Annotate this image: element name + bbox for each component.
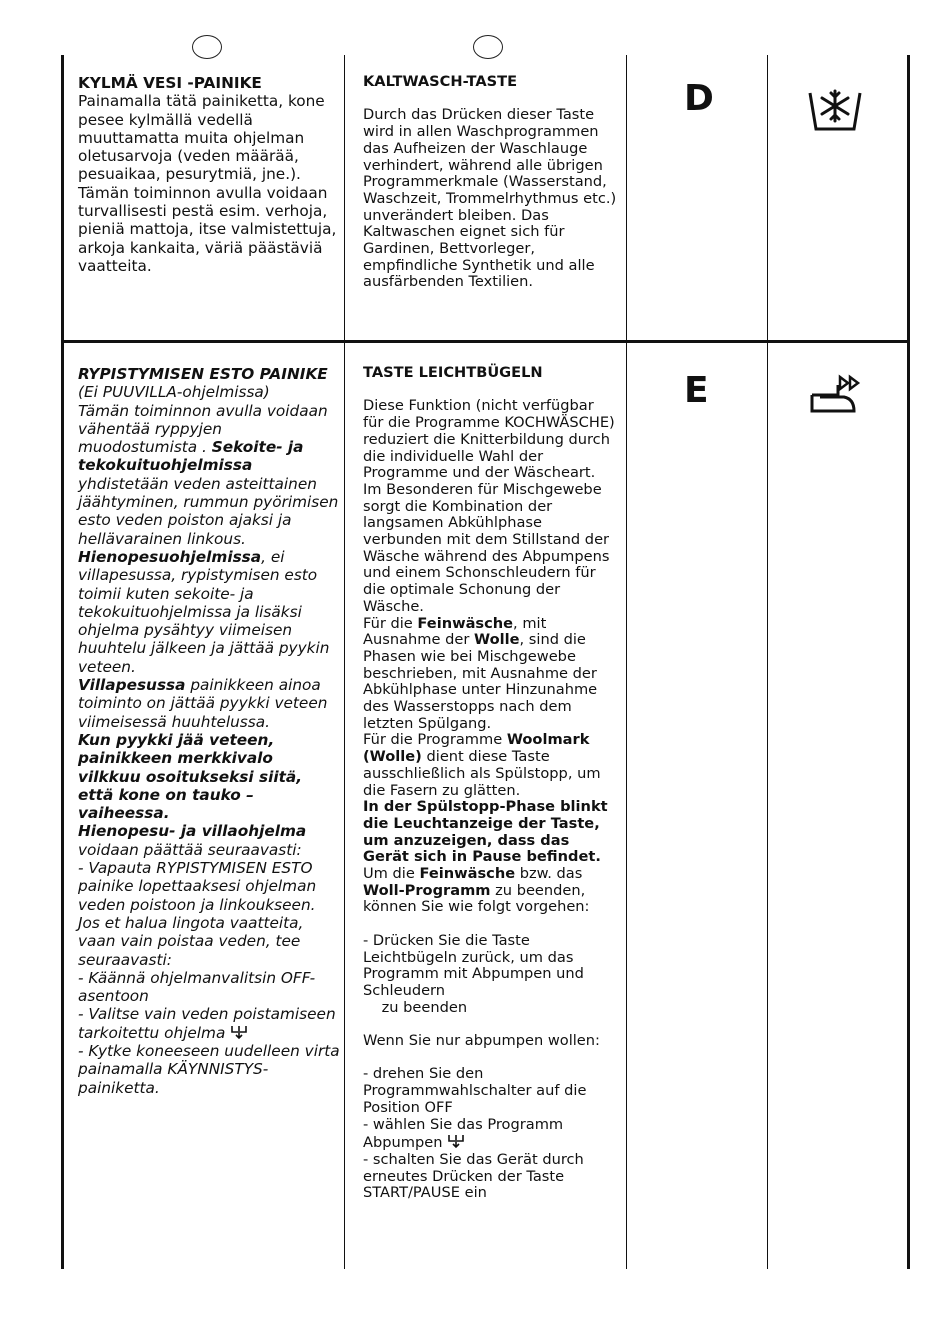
fi-s1: (Ei PUUVILLA-ohjelmissa) (78, 383, 270, 402)
fi-s7: Villapesussa (78, 676, 186, 695)
de-p6c: bzw. das (515, 865, 583, 883)
de-p11: - schalten Sie das Gerät durch erneutes Drücken der Taste START/PAUSE ein (363, 1150, 584, 1202)
fi-s15: - Valitse vain veden poistamiseen tarkoitettu ohjelma (78, 1005, 336, 1042)
de-p4a: Für die Programme (363, 731, 507, 749)
de-cold-water-title: KALTWASCH-TASTE (363, 73, 518, 90)
de-p8: Wenn Sie nur abpumpen wollen: (363, 1032, 600, 1050)
de-cold-water-body: Durch das Drücken dieser Taste wird in allen Waschprogrammen das Aufheizen der Waschlauge verhindert, während alle übrigen Programmerkmale (Wasserstand, Waschzeit, Trommelrhythmus etc.) unverändert bleiben. Das Kaltwaschen eignet sich für Gardinen, Bettvorleger, empfindliche Synthetik und alle ausfärbenden Textilien. (363, 106, 617, 291)
fi-cold-water-body: Painamalla tätä painiketta, kone pesee kylmällä vedellä muuttamatta muita ohjelman oletusarvoja (veden määrää, pesuaikaa, pesurytmiä, jne.). Tämän toiminnon avulla voidaan turvallisesti pestä esim. verhoja, pieniä mattoja, itse valmistettuja, arkoja kankaita, väriä päästäviä vaatteita. (78, 92, 337, 275)
fi-anti-crease-text (78, 365, 340, 1097)
column-divider-1 (344, 55, 345, 1269)
button-letter-d: D (684, 78, 714, 119)
de-easy-iron-title: TASTE LEICHTBÜGELN (363, 364, 543, 381)
de-p2: Im Besonderen für Mischgewebe sorgt die Kombination der langsamen Abkühlphase verbunden mit dem Stillstand der Wäsche während des Abpumpens und einem Schonschleudern für die optimale Schonung der Wäsche. (363, 480, 610, 615)
de-p6b: Feinwäsche (419, 865, 516, 883)
country-circle-fi (192, 35, 222, 59)
de-p10: - wählen Sie das Programm Abpumpen (363, 1115, 564, 1152)
fi-cold-water-title: KYLMÄ VESI -PAINIKE (78, 74, 262, 92)
drain-icon (230, 1024, 248, 1040)
fi-s2: Tämän toiminnon avulla voidaan vähentää ryppyjen muodostumista . (78, 401, 328, 457)
column-divider-left (61, 55, 64, 1269)
de-p3c: , mit Ausnahme der (363, 614, 547, 649)
fi-s10: Hienopesu- ja villaohjelma (78, 822, 307, 841)
button-letter-e: E (684, 370, 709, 411)
fi-anti-crease-title: RYPISTYMISEN ESTO PAINIKE (78, 365, 328, 383)
country-circle-de (473, 35, 503, 59)
row-divider (62, 340, 909, 343)
fi-s9: Kun pyykki jää veteen, painikkeen merkkivalo vilkkuu osoitukseksi siitä, että kone on tauko –vaiheessa. (78, 730, 303, 823)
de-p3e: , sind die Phasen wie bei Mischgewebe beschrieben, mit Ausnahme der Abkühlphase unter Hinzunahme des Wasserstopps nach dem letzten Spülgang. (363, 631, 598, 732)
fi-s6: , ei villapesussa, rypistymisen esto toimii kuten sekoite- ja tekokuituohjelmissa ja lisäksi ohjelma pysähtyy viimeisen huuhtelu jälkeen ja jättää pyykin veteen. (78, 547, 330, 676)
fi-s11: voidaan päättää seuraavasti: (78, 840, 302, 859)
fi-s5: Hienopesuohjelmissa (78, 547, 262, 566)
fi-s13: Jos et halua lingota vaatteita, vaan vain poistaa veden, tee seuraavasti: (78, 913, 304, 969)
fi-s16: - Kytke koneeseen uudelleen virta painamalla KÄYNNISTYS-painiketta. (78, 1041, 340, 1097)
fi-s4: yhdistetään veden asteittainen jäähtyminen, rummun pyörimisen esto veden poiston ajaksi ja hellävarainen linkous. (78, 474, 339, 548)
de-p3b: Feinwäsche (417, 614, 514, 632)
snowflake-in-tub-icon (806, 85, 864, 135)
de-p3a: Für die (363, 614, 418, 632)
de-p7: - Drücken Sie die Taste Leichtbügeln zurück, um das Programm mit Abpumpen und Schleudern (363, 931, 584, 999)
column-divider-right (907, 55, 910, 1269)
fi-s14: - Käännä ohjelmanvalitsin OFF-asentoon (78, 968, 316, 1006)
drain-icon (447, 1133, 465, 1149)
fi-s8: painikkeen ainoa toiminto on jättää pyykki veteen viimeisessä huuhtelussa. (78, 676, 328, 731)
de-p4c: dient diese Taste ausschließlich als Spülstopp, um die Fasern zu glätten. (363, 748, 601, 799)
easy-iron-icon (808, 373, 864, 417)
fi-s3: Sekoite- ja tekokuituohjelmissa (78, 438, 304, 475)
de-p6a: Um die (363, 865, 420, 883)
de-p3d: Wolle (474, 631, 520, 649)
de-p5: In der Spülstopp-Phase blinkt die Leuchtanzeige der Taste, um anzuzeigen, dass das Gerät sich in Pause befindet. (363, 798, 608, 866)
de-p4b: Woolmark (Wolle) (363, 731, 590, 766)
fi-cold-water-text (78, 74, 340, 275)
de-p9: - drehen Sie den Programmwahlschalter auf die Position OFF (363, 1065, 587, 1116)
fi-s12: - Vapauta RYPISTYMISEN ESTO painike lopettaaksesi ohjelman veden poistoon ja linkoukseen. (78, 859, 317, 914)
de-p7b: zu beenden (363, 998, 468, 1016)
de-p1: Diese Funktion (nicht verfügbar für die Programme KOCHWÄSCHE) reduziert die Knitterbildung durch die individuelle Wahl der Programme und der Wäscheart. (363, 397, 615, 482)
de-easy-iron-text (363, 365, 618, 1202)
de-cold-water-text (363, 74, 618, 291)
de-p6d: Woll-Programm (363, 881, 491, 899)
de-p6e: zu beenden, können Sie wie folgt vorgehen: (363, 881, 590, 916)
column-divider-3 (767, 55, 768, 1269)
column-divider-2 (626, 55, 627, 1269)
